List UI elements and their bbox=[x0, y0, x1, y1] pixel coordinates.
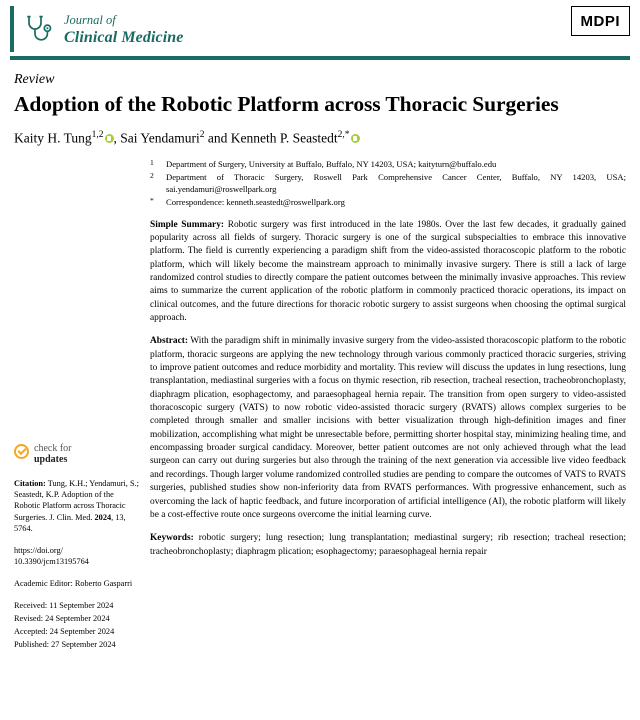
orcid-icon[interactable] bbox=[351, 134, 360, 143]
doi-link[interactable] bbox=[14, 545, 140, 568]
author-name: Kenneth P. Seastedt bbox=[230, 130, 338, 146]
affiliation-item bbox=[150, 171, 626, 195]
affiliation-item bbox=[150, 196, 626, 208]
author-affil-marker: 2 bbox=[199, 129, 205, 140]
author-affil-marker: 1,2 bbox=[91, 129, 104, 140]
simple-summary bbox=[150, 219, 626, 326]
article-body bbox=[0, 148, 640, 652]
main-column bbox=[150, 158, 626, 652]
affiliation-text: Department of Thoracic Surgery, Roswell Park Comprehensive Cancer Center, Buffalo, NY 14203, USA; sai.yendamuri@roswellpark.org bbox=[166, 171, 626, 194]
doi-line2: 10.3390/jcm13195764 bbox=[14, 557, 89, 567]
doi-line1: https://doi.org/ bbox=[14, 545, 63, 555]
citation-year: 2024 bbox=[94, 512, 112, 522]
page-title: Adoption of the Robotic Platform across Thoracic Surgeries bbox=[14, 92, 559, 116]
affiliations bbox=[150, 158, 626, 208]
keywords-label: Keywords: bbox=[150, 533, 194, 544]
abstract bbox=[150, 335, 626, 522]
affiliation-marker: * bbox=[150, 195, 154, 205]
journal-logo bbox=[10, 6, 183, 52]
title-block bbox=[0, 60, 640, 148]
citation-label: Citation: bbox=[14, 478, 46, 488]
masthead bbox=[0, 0, 640, 52]
keywords-text: robotic surgery; lung resection; lung transplantation; mediastinal surgery; rib resection; tracheal resection; tracheobronchoplasty; diaphragm plication; esophagectomy; paraesophageal hernia repair bbox=[150, 533, 626, 557]
journal-title bbox=[64, 11, 183, 48]
sidebar bbox=[14, 158, 150, 652]
abstract-text: With the paradigm shift in minimally invasive surgery from the video-assisted thoracoscopic platform to the robotic platform, thoracic surgeons are applying the new technology through various commonly practiced thoracic surgeries, striving to improve patient outcomes and reduce morbidity and mortality. This review will discuss the updates in lung resections, lung transplantation, mediastinal surgeries with a focus on thymic resection, rib resection, tracheal resection, tracheobronchoplasty, diaphragm plication, esophagectomy, and paraesophageal hernia repair. The transition from open surgery to video-assisted thoracoscopic surgery (VATS) to now robotic video-assisted thoracic surgery (RVATS) allows complex surgeries to be completed through smaller and smaller incisions with better visualization through high-definition images and finer mobilization, accomplishing what might be unresectable before, permitting shorter hospital stay, minimizing healing time, and encompassing broader surgical candidacy. Moreover, better patient outcomes are not only achieved through what the lead surgeon can carry out during surgeries but also through the training of the next generation via accessible live video feedback and recordings. Though larger volume randomized controlled studies are pending to compare the outcomes of VATS to RVATS surgeries, published studies show non-inferiority data from RVATS performances. With progressive enhancement, such as overcoming the lack of haptic feedback, and future incorporation of artificial intelligence (AI), the robotic platform will likely be a cost-effective route once surgeons overcome the initial learning curve. bbox=[150, 336, 626, 520]
article-type: Review bbox=[14, 72, 55, 87]
author-name: Kaity H. Tung bbox=[14, 130, 92, 146]
mdpi-logo: MDPI bbox=[571, 6, 631, 36]
abstract-label: Abstract: bbox=[150, 336, 189, 347]
author-list bbox=[14, 129, 626, 148]
citation-block bbox=[14, 478, 140, 535]
affiliation-text: Department of Surgery, University at Buffalo, Buffalo, NY 14203, USA; kaityturn@buffalo.edu bbox=[166, 158, 497, 169]
journal-title-line2: Clinical Medicine bbox=[64, 29, 184, 46]
orcid-icon[interactable] bbox=[105, 134, 114, 143]
check-updates-line2: updates bbox=[34, 454, 68, 466]
journal-title-line1: Journal of bbox=[64, 12, 116, 27]
affiliation-item bbox=[150, 158, 626, 170]
author-separator: and bbox=[204, 130, 231, 146]
keywords bbox=[150, 532, 626, 559]
citation-tail: , 13, 5764. bbox=[14, 512, 126, 534]
simple-summary-label: Simple Summary: bbox=[150, 219, 224, 230]
check-for-updates-badge[interactable] bbox=[14, 443, 140, 466]
stethoscope-icon bbox=[22, 12, 56, 46]
date-revised: Revised: 24 September 2024 bbox=[14, 613, 110, 623]
date-received: Received: 11 September 2024 bbox=[14, 601, 114, 611]
author-affil-marker: 2,* bbox=[337, 129, 350, 140]
affiliation-text: Correspondence: kenneth.seastedt@roswellpark.org bbox=[166, 196, 345, 207]
author-name: Sai Yendamuri bbox=[120, 130, 200, 146]
citation-text: Tung, K.H.; Yendamuri, S.; Seastedt, K.P. Adoption of the Robotic Platform across Thoracic Surgeries. J. Clin. Med. bbox=[14, 478, 139, 522]
date-accepted: Accepted: 24 September 2024 bbox=[14, 626, 115, 636]
check-circle-icon bbox=[14, 444, 29, 459]
check-updates-line1: check for bbox=[34, 442, 72, 454]
simple-summary-text: Robotic surgery was first introduced in the late 1980s. Over the last few decades, it gradually gained popularity across all fields of surgery. Thoracic surgery is one of the surgical subspecialties to embrace this innovative platform. The field is currently experiencing a paradigm shift from the video-assisted thoracoscopic platform to the robotic platform, which will likely become the mainstream approach to minimally invasive surgery. There is still a lack of large randomized control studies to directly compare the patient outcomes between the minimally invasive approaches. This review aims to summarize the current application of the robotic platform in commonly practiced thoracic operations, its impact on clinical outcomes, and the future directions for thoracic robotic surgery to assist surgeons when choosing the optimal surgical approach. bbox=[150, 219, 626, 324]
academic-editor: Academic Editor: Roberto Gasparri bbox=[14, 578, 133, 588]
author-separator: , bbox=[113, 130, 121, 146]
affiliation-marker: 2 bbox=[150, 170, 154, 180]
publication-dates bbox=[14, 600, 140, 651]
affiliation-marker: 1 bbox=[150, 157, 154, 167]
date-published: Published: 27 September 2024 bbox=[14, 639, 116, 649]
